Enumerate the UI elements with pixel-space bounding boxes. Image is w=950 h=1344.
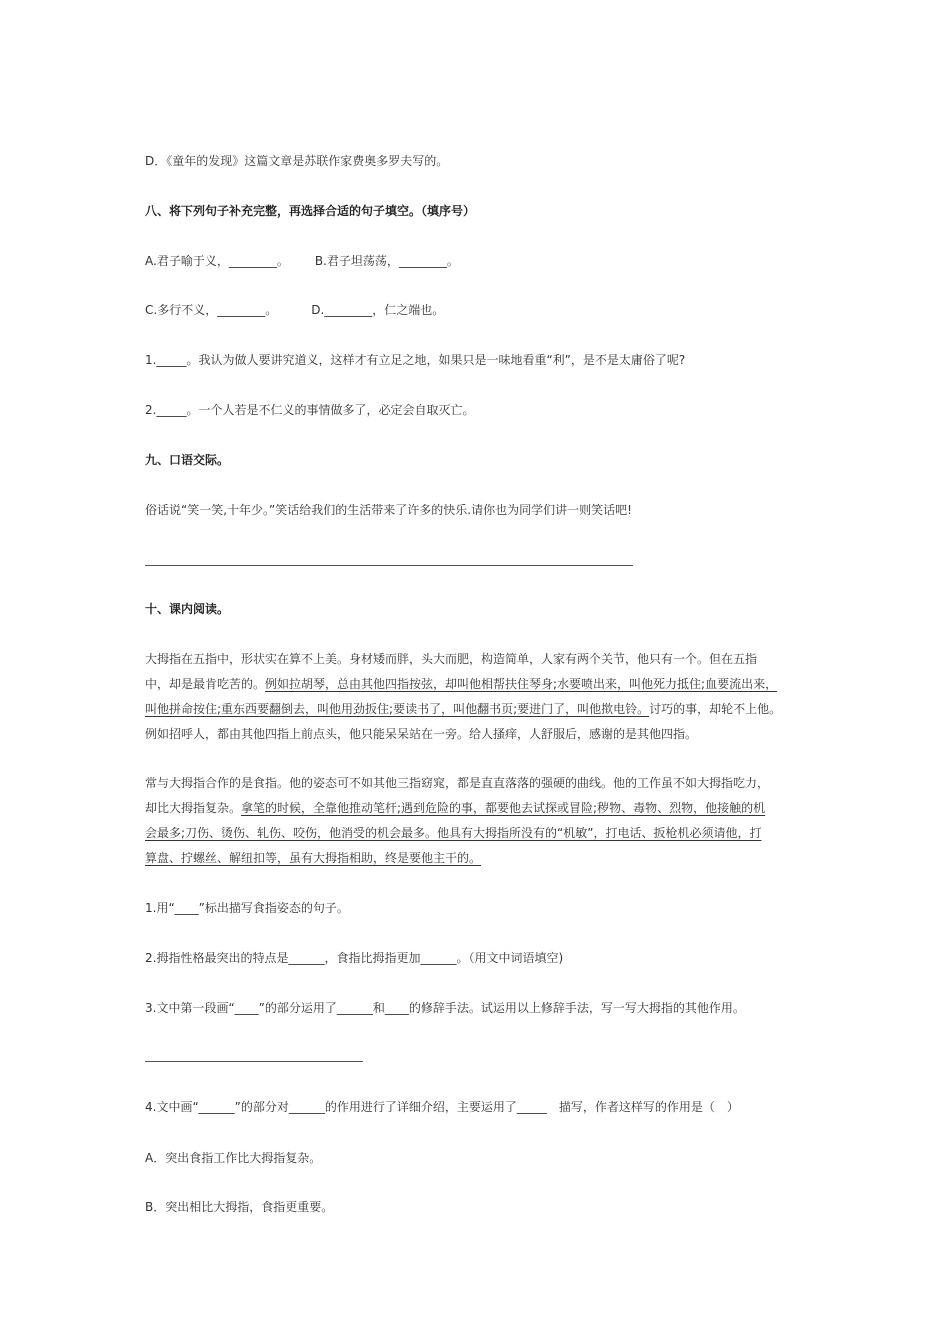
passage-line [145, 821, 825, 846]
passage-line: 常与大拇指合作的是食指。他的姿态可不如其他三指窈窕，都是直直落落的强硬的曲线。他的工作虽不如大拇指吃力， [145, 776, 770, 790]
passage-thumb [145, 647, 825, 747]
question-1: 1.用“____”标出描写食指姿态的句子。 [145, 901, 349, 915]
underlined-text: 拿笔的时候，全靠他推动笔杆;遇到危险的事，都要他去试探或冒险;秽物、毒物、烈物，他接触的机 [241, 801, 766, 815]
section-8-q1: 1._____。我认为做人要讲究道义，这样才有立足之地，如果只是一味地看重“利”，是不是太庸俗了呢? [145, 353, 686, 367]
option-b: B．突出相比大拇指，食指更重要。 [145, 1200, 334, 1214]
sentence-d: D.________，仁之端也。 [311, 303, 445, 317]
underlined-text: 例如拉胡琴，总由其他四指按弦，却叫他相帮扶住琴身;水要喷出来，叫他死力抵住;血要流出来， [265, 677, 778, 691]
passage-line: 中，却是最肯吃苦的。例如拉胡琴，总由其他四指按弦，却叫他相帮扶住琴身;水要喷出来，叫他死力抵住;血要流出来， [145, 677, 778, 691]
underlined-text: 叫他拼命按住;重东西要翻倒去，叫他用劲扳住;要读书了，叫他翻书页;要进门了，叫他揿电铃。 [145, 702, 650, 716]
sentence-b: B.君子坦荡荡，________。 [314, 254, 459, 268]
underlined-text: 会最多;刀伤、烫伤、轧伤、咬伤，他消受的机会最多。他具有大拇指所没有的“机敏”，打电话、扳枪机必须请他，打 [145, 826, 762, 840]
sentence-a: A.君子喻于义，________。 [145, 254, 289, 268]
option-d: D．《童年的发现》这篇文章是苏联作家费奥多罗夫写的。 [145, 154, 449, 168]
question-2: 2.拇指性格最突出的特点是______，食指比拇指更加______。（用文中词语填空) [145, 951, 564, 965]
option-a: A．突出食指工作比大拇指复杂。 [145, 1151, 322, 1165]
section-8-q2: 2._____。一个人若是不仁义的事情做多了，必定会自取灭亡。 [145, 403, 475, 417]
section-9-title: 九、口语交际。 [145, 453, 230, 467]
section-8-cd [145, 301, 444, 319]
passage-line: 大拇指在五指中，形状实在算不上美。身材矮而胖，头大而肥，构造简单，人家有两个关节，他只有一个。但在五指 [145, 652, 758, 666]
question-4: 4.文中画“______”的部分对______的作用进行了详细介绍，主要运用了_____ 描写，作者这样写的作用是（ ） [145, 1100, 739, 1114]
section-10-title: 十、课内阅读。 [145, 602, 230, 616]
answer-line[interactable] [145, 565, 633, 566]
underlined-text: 算盘、拧螺丝、解纽扣等，虽有大拇指相助，终是要他主干的。 [145, 851, 482, 865]
passage-line: 却比大拇指复杂。拿笔的时候，全靠他推动笔杆;遇到危险的事，都要他去试探或冒险;秽物、毒物、烈物，他接触的机 [145, 801, 766, 815]
passage-line: 叫他拼命按住;重东西要翻倒去，叫他用劲扳住;要读书了，叫他翻书页;要进门了，叫他揿电铃。讨巧的事，却轮不上他。 [145, 702, 782, 716]
section-8-ab [145, 252, 459, 270]
passage-index-finger [145, 771, 825, 871]
passage-line: 例如招呼人，都由其他四指上前点头，他只能呆呆站在一旁。给人搔痒，人舒服后，感谢的是其他四指。 [145, 727, 698, 741]
passage-line [145, 846, 825, 871]
answer-line[interactable] [145, 1061, 363, 1062]
question-3: 3.文中第一段画“____”的部分运用了______和____的修辞手法。试运用以上修辞手法，写一写大拇指的其他作用。 [145, 1001, 745, 1015]
section-8-title: 八、将下列句子补充完整，再选择合适的句子填空。（填序号） [145, 204, 476, 218]
section-9-prompt: 俗话说“笑一笑,十年少。”笑话给我们的生活带来了许多的快乐.请你也为同学们讲一则笑话吧! [145, 503, 632, 517]
sentence-c: C.多行不义，________。 [145, 303, 278, 317]
